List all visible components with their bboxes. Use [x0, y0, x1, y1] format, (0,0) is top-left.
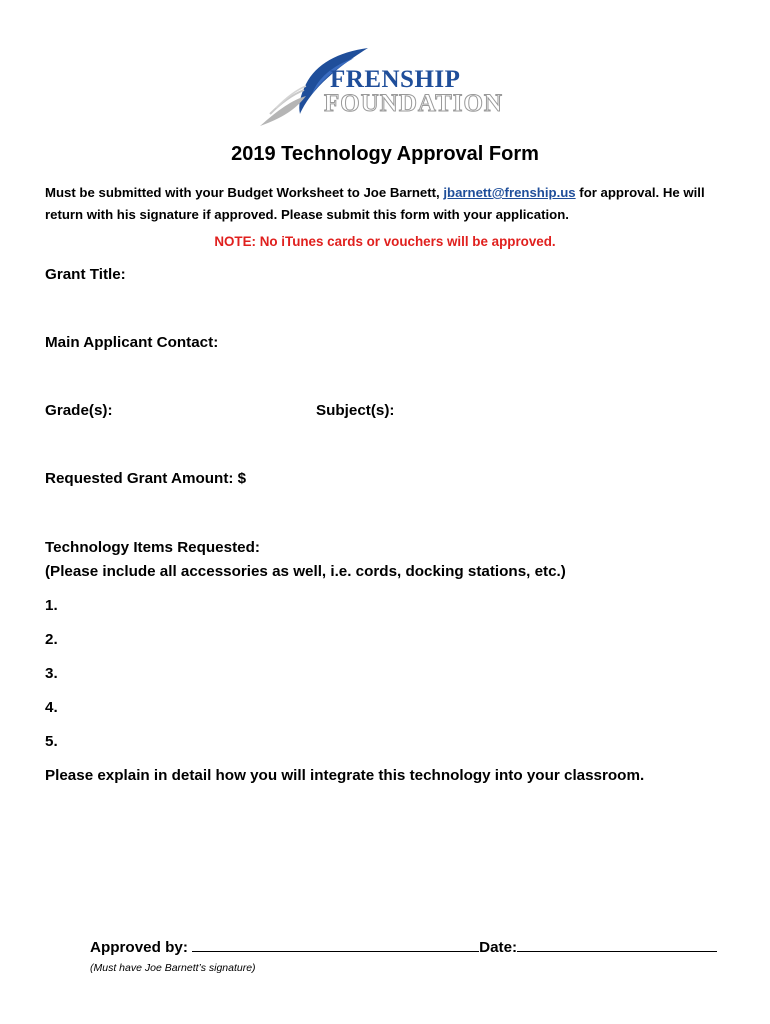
page-title: 2019 Technology Approval Form	[231, 143, 539, 165]
signature-note: (Must have Joe Barnett’s signature)	[90, 962, 256, 974]
grades-label: Grade(s):	[45, 402, 113, 419]
frenship-foundation-logo	[258, 44, 518, 130]
item-1-label: 1.	[45, 597, 58, 614]
technology-heading: Technology Items Requested:	[45, 539, 260, 556]
explain-prompt: Please explain in detail how you will integrate this technology into your classroom.	[45, 767, 645, 784]
logo-text-frenship: FRENSHIP	[330, 66, 461, 93]
item-2-label: 2.	[45, 631, 58, 648]
grant-title-label: Grant Title:	[45, 266, 126, 283]
date-line[interactable]	[517, 939, 717, 952]
logo-text-foundation: FOUNDATION	[324, 90, 503, 117]
approved-by-label: Approved by:	[90, 939, 188, 956]
item-4-label: 4.	[45, 699, 58, 716]
subjects-label: Subject(s):	[316, 402, 395, 419]
item-5-label: 5.	[45, 733, 58, 750]
item-3-label: 3.	[45, 665, 58, 682]
main-contact-label: Main Applicant Contact:	[45, 334, 219, 351]
signature-row	[90, 939, 717, 956]
date-label: Date:	[479, 939, 518, 956]
grant-amount-label: Requested Grant Amount: $	[45, 470, 247, 487]
intro-text-before: Must be submitted with your Budget Worksheet to Joe Barnett,	[45, 185, 444, 200]
technology-subheading: (Please include all accessories as well, i.e. cords, docking stations, etc.)	[45, 563, 566, 580]
email-link[interactable]: jbarnett@frenship.us	[443, 185, 576, 200]
intro-text-after: for approval. He will return with his signature if approved. Please submit this form with your application.	[45, 185, 705, 222]
note-text: NOTE: No iTunes cards or vouchers will be approved.	[214, 234, 556, 249]
approved-by-line[interactable]	[192, 939, 479, 952]
intro-paragraph	[45, 182, 735, 226]
